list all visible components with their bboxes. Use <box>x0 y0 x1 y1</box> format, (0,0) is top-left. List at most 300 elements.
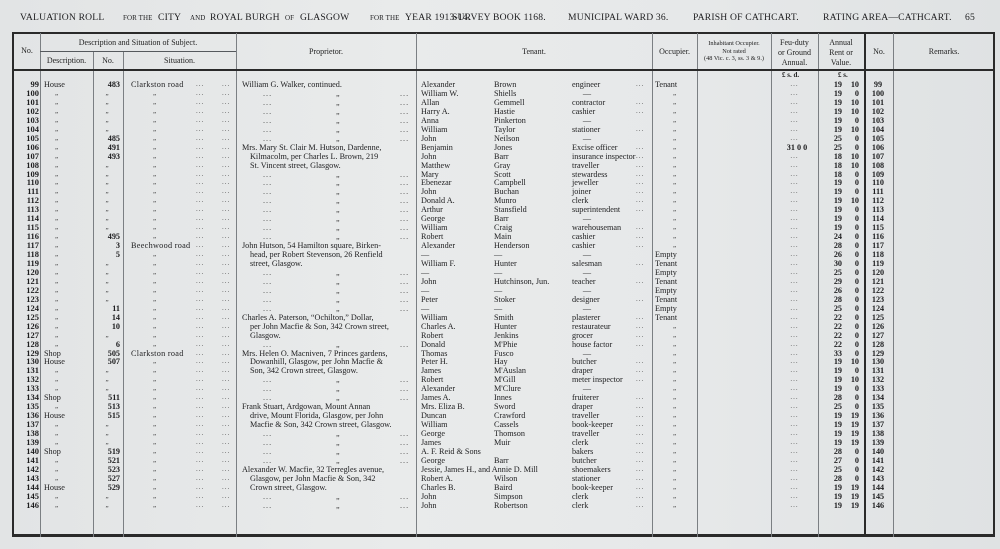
row-number-right: 140 <box>871 446 885 456</box>
tenant-first-name: John <box>421 276 437 286</box>
row-number: 143 <box>26 472 39 483</box>
row-number: 146 <box>26 499 39 510</box>
leader-dots: ... <box>196 187 205 196</box>
situation-cell: „ <box>153 384 157 393</box>
tenant-first-name: — <box>421 285 430 295</box>
leader-dots: ... <box>263 438 273 447</box>
ditto-mark: „ <box>336 276 340 286</box>
street-number-cell: 491 <box>107 142 120 152</box>
feu-duty-cell: 31 0 0 <box>786 142 808 152</box>
header-line: Value. <box>830 58 852 67</box>
rent-shillings: 10 <box>850 357 859 367</box>
situation-cell: „ <box>153 321 157 330</box>
description-cell: „ <box>55 205 59 214</box>
rent-shillings: 19 <box>850 491 859 501</box>
leader-dots: ... <box>196 473 205 482</box>
leader-dots: ... <box>222 348 231 357</box>
leader-dots: ... <box>400 339 410 349</box>
leader-dots: ... <box>263 375 273 385</box>
feu-duty-cell: ... <box>790 124 799 133</box>
row-number-right: 131 <box>871 366 885 376</box>
tenant-occupation: bakers <box>572 446 594 456</box>
tenant-surname: Thomson <box>494 429 525 439</box>
rent-pounds: 19 <box>833 491 842 501</box>
title-year: YEAR 1913-14. <box>405 12 471 23</box>
street-number-cell: 6 <box>115 339 120 349</box>
situation-cell: „ <box>153 285 157 294</box>
leader-dots: ... <box>263 339 273 349</box>
situation-cell: „ <box>153 429 157 438</box>
leader-dots: ... <box>400 438 410 447</box>
leader-dots: ... <box>222 142 231 151</box>
row-number: 117 <box>26 240 39 251</box>
situation-cell: „ <box>153 115 157 124</box>
street-number-cell: „ <box>105 330 109 339</box>
rent-pounds: 28 <box>833 393 842 403</box>
table-row <box>0 250 1000 259</box>
leader-dots: ... <box>222 321 231 330</box>
leader-dots: ... <box>636 205 645 214</box>
row-number: 112 <box>26 195 39 206</box>
leader-dots: ... <box>196 106 205 115</box>
rent-pounds: 18 <box>833 169 842 179</box>
ditto-mark: „ <box>336 446 340 456</box>
feu-duty-cell: ... <box>790 151 799 160</box>
leader-dots: ... <box>636 241 645 250</box>
leader-dots: ... <box>196 500 205 509</box>
row-number-right: 99 <box>873 80 883 89</box>
row-number: 110 <box>26 177 39 188</box>
situation-cell: „ <box>153 473 157 482</box>
tenant-first-name: Robert A. <box>421 473 453 483</box>
tenant-first-name: Anna <box>421 115 439 125</box>
leader-dots: ... <box>400 214 410 224</box>
tenant-first-name: Robert <box>421 375 444 385</box>
tenant-occupation: butcher <box>572 455 597 465</box>
feu-duty-cell: ... <box>790 294 799 303</box>
leader-dots: ... <box>400 375 410 385</box>
ditto-mark: „ <box>336 339 340 349</box>
tenant-surname: Barr <box>494 214 509 224</box>
tenant-surname: Main <box>494 232 512 242</box>
leader-dots: ... <box>222 366 231 375</box>
row-number: 109 <box>26 168 39 179</box>
table-row <box>0 134 1000 143</box>
leader-dots: ... <box>400 455 410 465</box>
leader-dots: ... <box>400 106 410 116</box>
table-row <box>0 259 1000 268</box>
description-cell: House <box>44 80 65 89</box>
tenant-surname: Fusco <box>494 348 514 358</box>
tenant-first-name: Matthew <box>421 160 451 170</box>
tenant-surname: Brown <box>494 80 517 89</box>
feu-duty-cell: ... <box>790 223 799 232</box>
feu-duty-cell: ... <box>790 97 799 106</box>
row-number: 102 <box>26 105 39 116</box>
feu-duty-cell: ... <box>790 160 799 169</box>
feu-units: £ s. d. <box>782 71 800 79</box>
leader-dots: ... <box>636 366 645 375</box>
tenant-first-name: Duncan <box>421 411 447 421</box>
table-row <box>0 286 1000 295</box>
rent-shillings: 0 <box>854 142 859 152</box>
table-row <box>0 322 1000 331</box>
title-royal-burgh: ROYAL BURGH <box>210 12 280 23</box>
rent-shillings: 10 <box>850 196 859 206</box>
situation-cell: Clarkston road <box>131 348 184 358</box>
tenant-surname: Sword <box>494 402 516 412</box>
situation-cell: „ <box>153 303 157 312</box>
table-row <box>0 152 1000 161</box>
tenant-first-name: Allan <box>421 97 440 107</box>
leader-dots: ... <box>196 285 205 294</box>
description-cell: „ <box>55 303 59 312</box>
description-cell: „ <box>55 402 59 411</box>
street-number-cell: „ <box>105 285 109 294</box>
situation-cell: „ <box>153 106 157 115</box>
feu-duty-cell: ... <box>790 169 799 178</box>
tenant-occupation: restaurateur <box>572 321 611 331</box>
table-row <box>0 89 1000 98</box>
header-line: Rent or <box>829 48 853 57</box>
description-cell: „ <box>55 187 59 196</box>
leader-dots: ... <box>222 80 231 88</box>
rent-pounds: 24 <box>833 232 842 242</box>
row-number-right: 101 <box>871 97 885 107</box>
page-number: 65 <box>965 12 975 23</box>
row-number: 125 <box>26 311 39 322</box>
street-number-cell: „ <box>105 106 109 115</box>
leader-dots: ... <box>196 411 205 420</box>
tenant-occupation: joiner <box>572 187 592 197</box>
feu-duty-cell: ... <box>790 402 799 411</box>
situation-cell: „ <box>153 446 157 455</box>
street-number-cell: „ <box>105 384 109 393</box>
rent-shillings: 0 <box>854 348 859 358</box>
street-number-cell: „ <box>105 169 109 178</box>
leader-dots: ... <box>400 133 410 143</box>
street-number-cell: „ <box>105 259 109 267</box>
tenant-surname: — <box>494 303 503 313</box>
leader-dots: ... <box>196 214 205 223</box>
feu-duty-cell: ... <box>790 500 799 509</box>
leader-dots: ... <box>196 115 205 124</box>
leader-dots: ... <box>222 482 231 491</box>
tenant-surname: M'Clure <box>494 384 521 394</box>
ditto-mark: „ <box>336 232 340 242</box>
tenant-first-name: John <box>421 500 437 510</box>
leader-dots: ... <box>263 115 273 125</box>
table-row <box>0 313 1000 322</box>
street-number-cell: „ <box>105 500 109 509</box>
leader-dots: ... <box>636 330 645 339</box>
row-number-right: 134 <box>871 393 885 403</box>
leader-dots: ... <box>222 259 231 267</box>
header-street-no: No. <box>102 56 114 65</box>
situation-cell: „ <box>153 312 157 321</box>
table-row <box>0 196 1000 205</box>
leader-dots: ... <box>400 169 410 179</box>
leader-dots: ... <box>636 151 645 160</box>
rent-shillings: 10 <box>850 80 859 89</box>
table-row <box>0 304 1000 313</box>
street-number-cell: „ <box>105 187 109 196</box>
rent-shillings: 0 <box>854 339 859 349</box>
tenant-first-name: Alexander <box>421 384 456 394</box>
street-number-cell: „ <box>105 196 109 205</box>
tenant-occupation: butcher <box>572 357 597 367</box>
ditto-mark: „ <box>336 393 340 403</box>
table-row <box>0 357 1000 366</box>
leader-dots: ... <box>222 97 231 106</box>
leader-dots: ... <box>636 411 645 420</box>
ditto-mark: „ <box>336 178 340 188</box>
situation-cell: „ <box>153 259 157 267</box>
header-annual-rent <box>818 38 864 68</box>
row-number: 128 <box>26 338 39 349</box>
description-cell: „ <box>55 285 59 294</box>
proprietor-text: Mrs. Helen O. Macniven, 7 Princes gardens, <box>242 348 388 358</box>
tenant-first-name: William <box>421 124 448 134</box>
street-number-cell: „ <box>105 276 109 285</box>
street-number-cell: „ <box>105 115 109 124</box>
row-number-right: 113 <box>872 205 884 215</box>
rent-shillings: 19 <box>850 482 859 492</box>
situation-cell: „ <box>153 357 157 366</box>
row-number: 101 <box>26 96 39 107</box>
header-subject-group: Description and Situation of Subject. <box>78 38 198 47</box>
tenant-first-name: William <box>421 420 448 430</box>
street-number-cell: „ <box>105 429 109 438</box>
leader-dots: ... <box>222 169 231 178</box>
leader-dots: ... <box>400 294 410 304</box>
description-cell: „ <box>55 88 59 97</box>
row-number-right: 143 <box>871 473 885 483</box>
tenant-first-name: Donald A. <box>421 196 455 206</box>
tenant-surname: Stansfield <box>494 205 527 215</box>
rent-pounds: 30 <box>833 259 842 268</box>
ditto-mark: „ <box>336 223 340 233</box>
rent-shillings: 10 <box>850 160 859 170</box>
ditto-mark: „ <box>336 267 340 277</box>
row-number-right: 115 <box>872 223 884 233</box>
row-number: 107 <box>26 150 39 161</box>
leader-dots: ... <box>400 267 410 277</box>
occupier-cell: „ <box>672 491 677 500</box>
leader-dots: ... <box>222 294 231 303</box>
leader-dots: ... <box>196 348 205 357</box>
description-cell: „ <box>55 250 59 259</box>
rent-pounds: 19 <box>833 187 842 197</box>
ditto-mark: „ <box>336 169 340 179</box>
rent-shillings: 0 <box>854 178 859 188</box>
occupier-cell: „ <box>672 106 677 115</box>
street-number-cell: „ <box>105 214 109 223</box>
feu-duty-cell: ... <box>790 115 799 124</box>
header-inhabitant-occupier <box>697 40 771 63</box>
feu-duty-cell: ... <box>790 214 799 223</box>
occupier-cell: „ <box>672 133 677 142</box>
tenant-occupation: house factor <box>572 339 613 349</box>
table-row <box>0 456 1000 465</box>
proprietor-text: Mrs. Mary St. Clair M. Hutson, Dardenne, <box>242 142 382 152</box>
leader-dots: ... <box>196 241 205 250</box>
occupier-cell: „ <box>672 160 677 169</box>
situation-cell: „ <box>153 500 157 509</box>
rent-pounds: 19 <box>833 214 842 224</box>
rent-shillings: 0 <box>854 285 859 295</box>
row-number-right: 110 <box>872 178 884 188</box>
description-cell: „ <box>55 500 59 509</box>
rent-pounds: 22 <box>833 339 842 349</box>
leader-dots: ... <box>222 178 231 187</box>
rent-pounds: 25 <box>833 303 842 313</box>
table-row <box>0 402 1000 411</box>
rent-shillings: 0 <box>854 232 859 242</box>
title-municipal-ward: MUNICIPAL WARD 36. <box>568 12 669 23</box>
leader-dots: ... <box>222 491 231 500</box>
occupier-cell: Tenant <box>655 80 678 89</box>
feu-duty-cell: ... <box>790 250 799 259</box>
tenant-surname: Munro <box>494 196 517 206</box>
tenant-surname: Muir <box>494 438 511 447</box>
tenant-occupation: — <box>582 250 592 260</box>
leader-dots: ... <box>400 205 410 215</box>
tenant-surname: Innes <box>494 393 512 403</box>
leader-dots: ... <box>196 232 205 241</box>
tenant-occupation: — <box>582 384 592 394</box>
leader-dots: ... <box>400 500 410 510</box>
ditto-mark: „ <box>336 133 340 143</box>
leader-dots: ... <box>636 259 645 267</box>
title-connector: FOR THE <box>123 14 153 22</box>
row-number: 111 <box>27 186 39 197</box>
rent-pounds: 19 <box>833 80 842 89</box>
row-number: 141 <box>26 454 39 465</box>
tenant-occupation: meter inspector <box>572 375 623 385</box>
title-rating-area: RATING AREA—CATHCART. <box>823 12 952 23</box>
tenant-occupation: plasterer <box>572 312 601 322</box>
situation-cell: „ <box>153 142 157 151</box>
leader-dots: ... <box>400 285 410 295</box>
leader-dots: ... <box>636 97 645 106</box>
tenant-first-name: A. F. Reid & Sons <box>421 446 481 456</box>
tenant-surname: — <box>494 250 503 260</box>
leader-dots: ... <box>196 97 205 106</box>
leader-dots: ... <box>196 366 205 375</box>
street-number-cell: 485 <box>107 133 120 143</box>
leader-dots: ... <box>222 214 231 223</box>
description-cell: „ <box>55 151 59 160</box>
leader-dots: ... <box>400 115 410 125</box>
tenant-surname: Stoker <box>494 294 516 304</box>
row-number-right: 102 <box>871 106 885 116</box>
header-proprietor: Proprietor. <box>309 47 343 56</box>
rent-pounds: 19 <box>833 500 842 510</box>
tenant-occupation: designer <box>572 294 600 304</box>
tenant-occupation: clerk <box>572 438 589 447</box>
table-row <box>0 143 1000 152</box>
title-connector: FOR THE <box>370 14 400 22</box>
leader-dots: ... <box>400 178 410 188</box>
description-cell: „ <box>55 339 59 348</box>
leader-dots: ... <box>222 151 231 160</box>
description-cell: „ <box>55 106 59 115</box>
situation-cell: „ <box>153 97 157 106</box>
rent-shillings: 19 <box>850 500 859 510</box>
table-row <box>0 349 1000 358</box>
description-cell: „ <box>55 473 59 482</box>
street-number-cell: „ <box>105 97 109 106</box>
tenant-first-name: Charles B. <box>421 482 456 492</box>
description-cell: „ <box>55 330 59 339</box>
leader-dots: ... <box>263 446 273 456</box>
table-row <box>0 331 1000 340</box>
rent-pounds: 26 <box>833 285 842 295</box>
situation-cell: „ <box>153 366 157 375</box>
leader-dots: ... <box>636 464 645 473</box>
leader-dots: ... <box>222 115 231 124</box>
ditto-mark: „ <box>336 97 340 107</box>
row-number: 121 <box>26 275 39 286</box>
tenant-occupation: contractor <box>572 97 606 107</box>
rent-pounds: 22 <box>833 312 842 322</box>
feu-duty-cell: ... <box>790 178 799 187</box>
leader-dots: ... <box>400 303 410 313</box>
occupier-cell: „ <box>672 366 677 375</box>
table-row <box>0 295 1000 304</box>
occupier-cell: „ <box>672 142 677 151</box>
street-number-cell: 505 <box>107 348 120 358</box>
row-number: 105 <box>26 132 39 143</box>
street-number-cell: 495 <box>107 232 120 242</box>
leader-dots: ... <box>636 500 645 509</box>
leader-dots: ... <box>636 196 645 205</box>
rent-pounds: 25 <box>833 142 842 152</box>
tenant-occupation: cashier <box>572 232 596 242</box>
leader-dots: ... <box>196 312 205 321</box>
rent-shillings: 0 <box>854 115 859 125</box>
description-cell: „ <box>55 160 59 169</box>
feu-duty-cell: ... <box>790 464 799 473</box>
ditto-mark: „ <box>336 294 340 304</box>
proprietor-text: Kilmacolm, per Charles L. Brown, 219 <box>250 151 379 161</box>
row-number-right: 144 <box>871 482 885 492</box>
table-row <box>0 116 1000 125</box>
header-line: Annual <box>829 38 853 47</box>
table-row <box>0 375 1000 384</box>
row-number: 113 <box>26 204 39 215</box>
feu-duty-cell: ... <box>790 259 799 267</box>
tenant-first-name: — <box>421 303 430 313</box>
situation-cell: „ <box>153 250 157 259</box>
street-number-cell: 527 <box>107 473 120 483</box>
rent-shillings: 0 <box>854 366 859 376</box>
proprietor-text: per John Macfie & Son, 342 Crown street, <box>250 321 389 331</box>
tenant-first-name: James <box>421 366 442 376</box>
feu-duty-cell: ... <box>790 187 799 196</box>
leader-dots: ... <box>400 446 410 456</box>
feu-duty-cell: ... <box>790 411 799 420</box>
rent-pounds: 19 <box>833 384 842 394</box>
tenant-surname: Crawford <box>494 411 526 421</box>
row-number: 140 <box>26 445 39 456</box>
description-cell: „ <box>55 429 59 438</box>
row-number: 100 <box>26 87 39 98</box>
row-number: 104 <box>26 123 39 134</box>
situation-cell: „ <box>153 420 157 429</box>
situation-cell: „ <box>153 294 157 303</box>
